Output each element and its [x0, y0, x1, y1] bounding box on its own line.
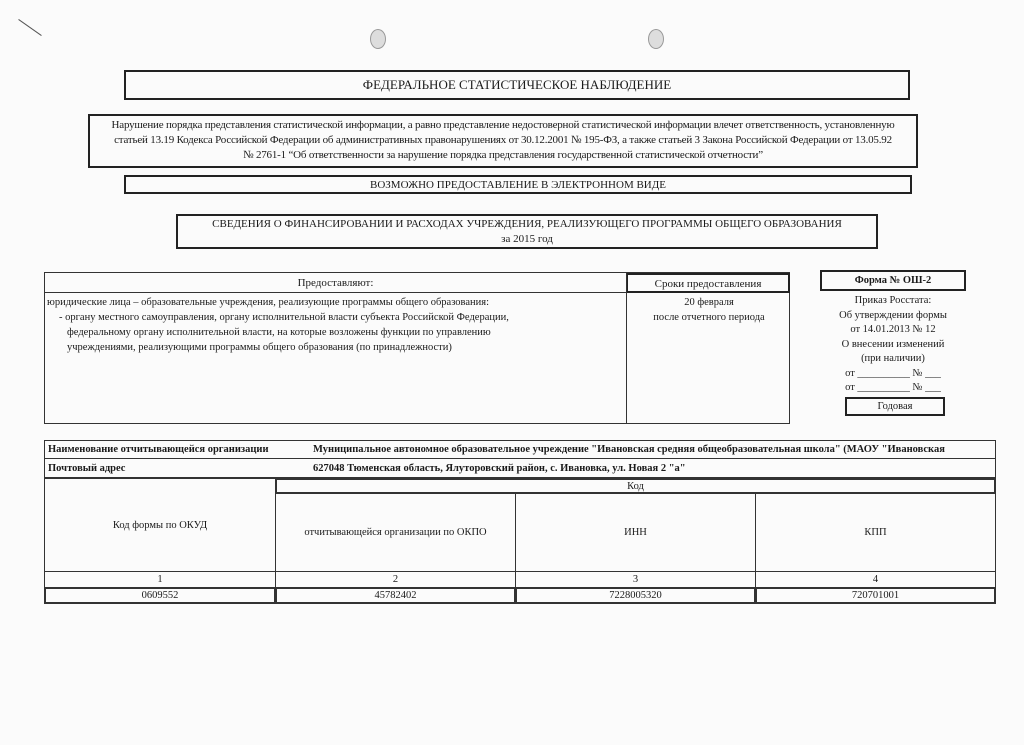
org-address-value: 627048 Тюменская область, Ялуторовский район, с. Ивановка, ул. Новая 2 "а": [313, 463, 686, 474]
providers-line: юридические лица – образовательные учреждения, реализующие программы общего образования:: [47, 297, 490, 308]
inn-value: 7228005320: [515, 587, 756, 604]
org-address-label: Почтовый адрес: [48, 463, 126, 474]
periodicity: Годовая: [845, 397, 945, 416]
providers-header: Предоставляют:: [45, 273, 626, 293]
deadline-line: 20 февраля: [684, 297, 734, 308]
punch-hole: [648, 29, 664, 49]
okpo-header: отчитывающейся организации по ОКПО: [275, 493, 516, 572]
okud-header: Код формы по ОКУД: [44, 478, 276, 572]
form-info-line: (при наличии): [861, 353, 925, 364]
punch-hole: [370, 29, 386, 49]
warning-line: статьей 13.19 Кодекса Российской Федерации об административных правонарушениях от 30.12.2001 № 195-ФЗ, а также статьей 3 Закона Российской Федерации от 13.05.92: [114, 134, 892, 146]
providers-text: [47, 295, 509, 355]
okud-value: 0609552: [44, 587, 276, 604]
organization-table: [44, 440, 996, 604]
report-title: СВЕДЕНИЯ О ФИНАНСИРОВАНИИ И РАСХОДАХ УЧРЕЖДЕНИЯ, РЕАЛИЗУЮЩЕГО ПРОГРАММЫ ОБЩЕГО ОБРАЗОВАНИЯ: [212, 218, 842, 230]
column-number: 3: [515, 571, 756, 588]
deadline-text: [627, 295, 791, 325]
report-title-box: [176, 214, 878, 249]
column-number: 4: [755, 571, 996, 588]
warning-line: Нарушение порядка представления статистической информации, а равно представление недостоверной статистической информации влечет ответственность, установленную: [111, 119, 895, 131]
form-info-line: от __________ № ___: [845, 367, 941, 379]
form-info-line: Об утверждении формы: [839, 309, 947, 321]
form-info-line: Приказ Росстата:: [854, 295, 932, 306]
scan-mark: [18, 19, 42, 36]
deadline-header: Сроки предоставления: [626, 273, 790, 293]
org-name-label: Наименование отчитывающейся организации: [48, 444, 269, 455]
org-name-value: Муниципальное автономное образовательное учреждение "Ивановская средняя общеобразовательная школа" (МАОУ "Ивановская: [313, 444, 945, 455]
warning-line: № 2761-1 “Об ответственности за нарушение порядка представления государственной статистической отчетности”: [243, 149, 763, 161]
warning-box: [88, 114, 918, 168]
kpp-value: 720701001: [755, 587, 996, 604]
providers-line: - органу местного самоуправления, органу исполнительной власти субъекта Российской Федерации,: [59, 312, 509, 323]
submission-table: [44, 272, 790, 424]
form-info-line: О внесении изменений: [841, 338, 945, 350]
form-approval: [820, 294, 966, 396]
form-info-line: от 14.01.2013 № 12: [850, 324, 936, 335]
org-address-row: [45, 459, 995, 478]
providers-line: федеральному органу исполнительной власти, на которые возложены функции по управлению: [67, 327, 491, 338]
code-group-header: Код: [275, 478, 996, 494]
form-info-line: от __________ № ___: [845, 382, 941, 393]
electronic-note: ВОЗМОЖНО ПРЕДОСТАВЛЕНИЕ В ЭЛЕКТРОННОМ ВИДЕ: [124, 175, 912, 194]
inn-header: ИНН: [515, 493, 756, 572]
org-name-row: [45, 441, 995, 459]
okpo-value: 45782402: [275, 587, 516, 604]
providers-line: учреждениями, реализующими программы общего образования (по принадлежности): [67, 342, 452, 353]
deadline-line: после отчетного периода: [653, 312, 765, 323]
report-period: за 2015 год: [501, 233, 553, 245]
column-number: 2: [275, 571, 516, 588]
column-number: 1: [44, 571, 276, 588]
survey-title: ФЕДЕРАЛЬНОЕ СТАТИСТИЧЕСКОЕ НАБЛЮДЕНИЕ: [124, 70, 910, 100]
form-number: Форма № ОШ-2: [820, 270, 966, 291]
kpp-header: КПП: [755, 493, 996, 572]
